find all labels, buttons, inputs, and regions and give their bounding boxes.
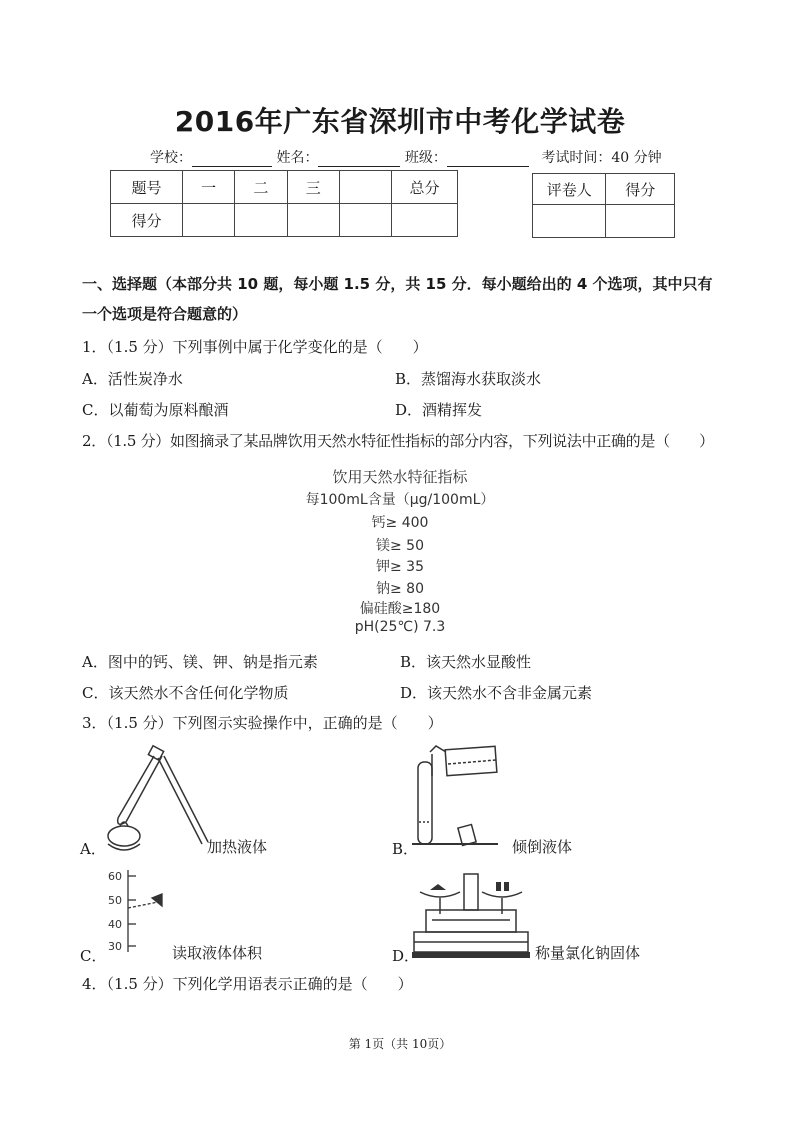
score-table-header: 三 xyxy=(287,171,339,204)
cylinder-tick-label: 40 xyxy=(108,918,122,931)
score-cell[interactable] xyxy=(391,204,457,237)
q3-option-a-caption: 加热液体 xyxy=(207,838,268,856)
q3-stem: 3．（1.5 分）下列图示实验操作中，正确的是（ ） xyxy=(82,714,443,732)
score-cell[interactable] xyxy=(287,204,339,237)
water-spec-line: 钙≥ 400 xyxy=(371,515,429,531)
q1-option-b[interactable]: B．蒸馏海水获取淡水 xyxy=(395,370,542,388)
q2-option-a[interactable]: A．图中的钙、镁、钾、钠是指元素 xyxy=(82,653,318,671)
q1-option-c[interactable]: C．以葡萄为原料酿酒 xyxy=(82,401,229,419)
q4-stem: 4．（1.5 分）下列化学用语表示正确的是（ ） xyxy=(82,975,413,993)
water-spec-title: 饮用天然水特征指标 xyxy=(332,468,468,486)
water-spec-subtitle: 每100mL含量（μg/100mL） xyxy=(305,492,495,508)
section-heading-line2: 一个选项是符合题意的） xyxy=(82,305,248,323)
balance-scale-figure xyxy=(412,870,530,962)
score-table-header: 题号 xyxy=(111,171,183,204)
q1-option-d[interactable]: D．酒精挥发 xyxy=(395,401,483,419)
exam-title: 2016年广东省深圳市中考化学试卷 xyxy=(174,105,626,138)
water-spec-line: 钠≥ 80 xyxy=(376,581,424,597)
class-label: 班级： xyxy=(404,150,447,166)
q3-option-c-caption: 读取液体体积 xyxy=(172,944,263,962)
q3-option-a-letter[interactable]: A． xyxy=(80,840,106,858)
q1-option-a[interactable]: A．活性炭净水 xyxy=(82,370,183,388)
section-heading-line1: 一、选择题（本部分共 10 题，每小题 1.5 分，共 15 分．每小题给出的 4 个选项，其中只有 xyxy=(82,275,713,293)
water-spec-line: 钾≥ 35 xyxy=(376,559,424,575)
q2-stem: 2．（1.5 分）如图摘录了某品牌饮用天然水特征性指标的部分内容，下列说法中正确的是（ ） xyxy=(82,432,714,450)
time-label: 考试时间：40 分钟 xyxy=(541,150,662,166)
score-table-header xyxy=(339,171,391,204)
score-table-header: 二 xyxy=(235,171,287,204)
name-blank[interactable] xyxy=(318,152,400,167)
grader-cell[interactable] xyxy=(606,205,675,238)
q3-option-d-letter[interactable]: D． xyxy=(392,947,420,965)
cylinder-tick-label: 60 xyxy=(108,870,122,883)
q2-option-b[interactable]: B．该天然水显酸性 xyxy=(400,653,532,671)
heating-liquid-figure xyxy=(102,748,222,858)
score-cell[interactable] xyxy=(235,204,287,237)
q3-option-b-letter[interactable]: B． xyxy=(392,840,419,858)
score-table-header: 一 xyxy=(182,171,234,204)
water-spec-line: pH(25℃) 7.3 xyxy=(354,619,446,635)
grader-table xyxy=(532,173,675,238)
q2-option-d[interactable]: D．该天然水不含非金属元素 xyxy=(400,684,593,702)
grader-header: 评卷人 xyxy=(533,174,606,205)
q3-option-b-caption: 倾倒液体 xyxy=(512,838,573,856)
score-table xyxy=(110,170,458,237)
q1-stem: 1．（1.5 分）下列事例中属于化学变化的是（ ） xyxy=(82,338,428,356)
q2-option-c[interactable]: C．该天然水不含任何化学物质 xyxy=(82,684,289,702)
school-blank[interactable] xyxy=(192,152,272,167)
score-cell[interactable] xyxy=(339,204,391,237)
pouring-liquid-figure xyxy=(412,742,502,854)
school-label: 学校： xyxy=(150,150,192,166)
page-number-footer: 第 1页（共 10页） xyxy=(348,1037,452,1051)
grader-header: 得分 xyxy=(606,174,675,205)
water-spec-line: 镁≥ 50 xyxy=(376,538,424,554)
score-row-label: 得分 xyxy=(111,204,183,237)
exam-info-line xyxy=(150,147,662,167)
name-label: 姓名： xyxy=(276,150,319,166)
score-cell[interactable] xyxy=(182,204,234,237)
q3-option-d-caption: 称量氯化钠固体 xyxy=(535,944,641,962)
graduated-cylinder-figure xyxy=(104,868,174,958)
cylinder-tick-label: 50 xyxy=(108,894,122,907)
score-table-header: 总分 xyxy=(391,171,457,204)
water-spec-line: 偏硅酸≥180 xyxy=(359,601,441,617)
grader-cell[interactable] xyxy=(533,205,606,238)
class-blank[interactable] xyxy=(447,152,529,167)
q3-option-c-letter[interactable]: C． xyxy=(80,947,107,965)
cylinder-tick-label: 30 xyxy=(108,940,122,953)
